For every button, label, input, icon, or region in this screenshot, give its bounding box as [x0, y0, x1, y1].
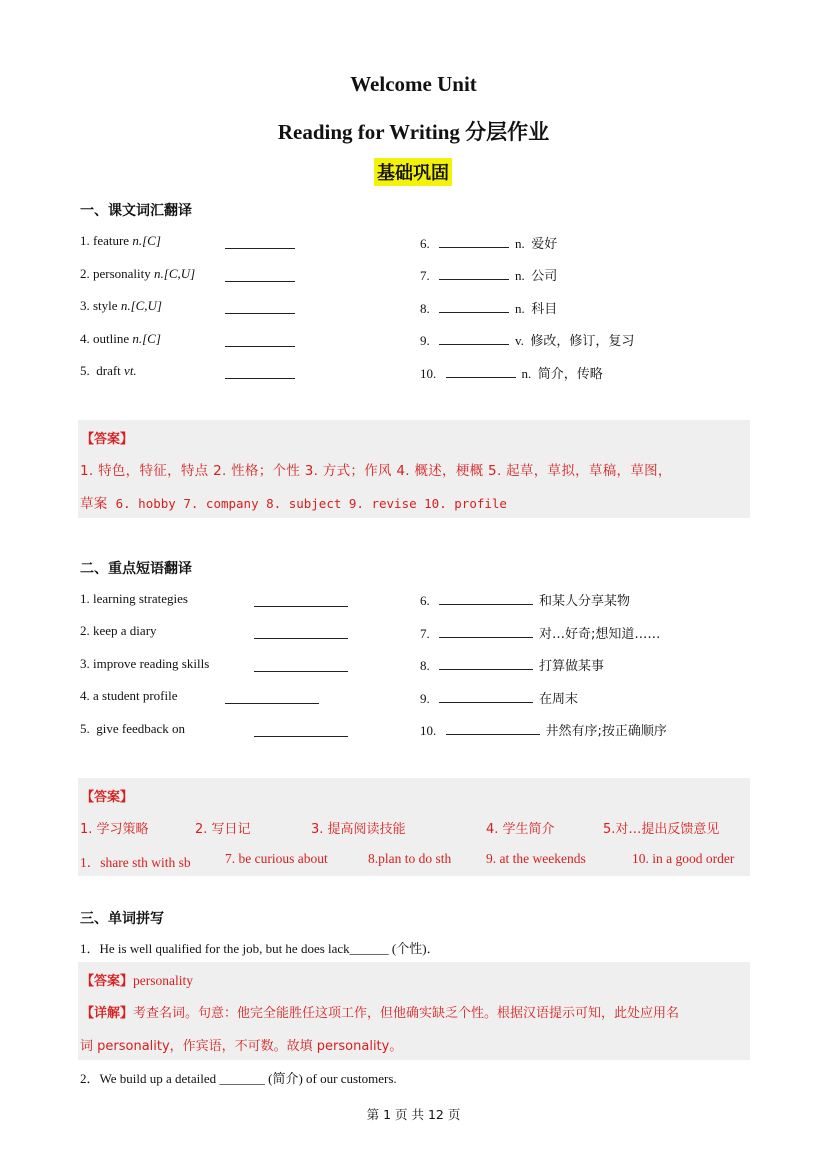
vocab-item-5: 5. draft vt.: [80, 363, 137, 378]
phrase-item-7: 7. 对…好奇;想知道……: [420, 626, 661, 642]
answer-blank[interactable]: [439, 237, 509, 248]
phrase-item-1: 1. learning strategies: [80, 591, 188, 606]
question-2: 2．We build up a detailed _______ (简介) of our customers.: [80, 1071, 397, 1086]
vocab-item-3: 3. style n.[C,U]: [80, 298, 162, 313]
section2-heading: 二、重点短语翻译: [80, 561, 192, 577]
answer-label: 【答案】: [81, 790, 134, 805]
vocab-item-8: 8. n. 科目: [420, 301, 558, 317]
answer-blank[interactable]: [439, 627, 533, 638]
question-1: 1．He is well qualified for the job, but he does lack______ (个性)．: [80, 941, 440, 956]
vocab-item-7: 7. n. 公司: [420, 268, 558, 284]
vocab-item-10: 10. n. 简介，传略: [420, 366, 603, 382]
vocab-item-9: 9. v. 修改，修订，复习: [420, 333, 635, 349]
answer-blank[interactable]: [439, 302, 509, 313]
answer-item: 7. be curious about: [225, 851, 328, 866]
vocab-item-6: 6. n. 爱好: [420, 236, 558, 252]
answer-item: 1. 学习策略: [80, 822, 149, 837]
answer-item: 2. 写日记: [195, 822, 251, 837]
answer-item: 5.对…提出反馈意见: [603, 822, 720, 837]
vocab-item-1: 1. feature n.[C]: [80, 233, 161, 248]
answer-item: 9. at the weekends: [486, 851, 586, 866]
phrase-item-8: 8. 打算做某事: [420, 658, 605, 674]
answer-blank[interactable]: [439, 659, 533, 670]
answer-blank[interactable]: [254, 628, 348, 639]
answer-blank[interactable]: [439, 594, 533, 605]
phrase-item-10: 10. 井然有序;按正确顺序: [420, 723, 667, 739]
answer-blank[interactable]: [225, 271, 295, 282]
answer-blank[interactable]: [446, 367, 516, 378]
q1-answer: 【答案】personality: [81, 973, 194, 989]
answer-blank[interactable]: [254, 661, 348, 672]
answer-blank[interactable]: [439, 334, 509, 345]
answer-blank[interactable]: [225, 336, 295, 347]
answer-blank[interactable]: [225, 693, 319, 704]
q1-detail-line-1: 【详解】考查名词。句意：他完全能胜任这项工作，但他确实缺乏个性。根据汉语提示可知，此处应用名: [81, 1006, 680, 1021]
answer-item: 10. in a good order: [632, 851, 735, 866]
answer-item: 4. 学生简介: [486, 822, 555, 837]
vocab-item-4: 4. outline n.[C]: [80, 331, 161, 346]
level-badge: 基础巩固: [374, 158, 452, 186]
phrase-item-9: 9. 在周末: [420, 691, 579, 707]
q1-detail-line-2: 词 personality，作宾语，不可数。故填 personality。: [80, 1039, 403, 1054]
answer-label: 【答案】: [81, 432, 134, 447]
phrase-item-6: 6. 和某人分享某物: [420, 593, 631, 609]
page-number: 第 1 页 共 12 页: [366, 1107, 461, 1122]
answer-line-2: 草案 6. hobby 7. company 8. subject 9. revise 10. profile: [80, 496, 507, 512]
answer-item: 8.plan to do sth: [368, 851, 452, 866]
answer-item: 3. 提高阅读技能: [311, 822, 406, 837]
title-welcome-unit: Welcome Unit: [350, 72, 477, 96]
answer-box-2: [78, 778, 750, 876]
answer-item: 1．share sth with sb: [80, 855, 191, 870]
answer-blank[interactable]: [254, 596, 348, 607]
answer-box-1: [78, 420, 750, 518]
section3-heading: 三、单词拼写: [80, 911, 164, 927]
phrase-item-2: 2. keep a diary: [80, 623, 157, 638]
answer-blank[interactable]: [439, 692, 533, 703]
section1-heading: 一、课文词汇翻译: [80, 203, 192, 219]
answer-blank[interactable]: [439, 269, 509, 280]
answer-blank[interactable]: [446, 724, 540, 735]
answer-blank[interactable]: [225, 238, 295, 249]
answer-line-1: 1. 特色，特征，特点 2. 性格；个性 3. 方式；作风 4. 概述，梗概 5. 起草，草拟，草稿，草图，: [80, 463, 672, 479]
vocab-item-2: 2. personality n.[C,U]: [80, 266, 196, 281]
phrase-item-4: 4. a student profile: [80, 688, 178, 703]
phrase-item-3: 3. improve reading skills: [80, 656, 210, 671]
answer-blank[interactable]: [225, 303, 295, 314]
answer-blank[interactable]: [225, 368, 295, 379]
answer-box-3: [78, 962, 750, 1060]
phrase-item-5: 5. give feedback on: [80, 721, 186, 736]
answer-blank[interactable]: [254, 726, 348, 737]
title-reading-for-writing: Reading for Writing 分层作业: [277, 120, 550, 144]
